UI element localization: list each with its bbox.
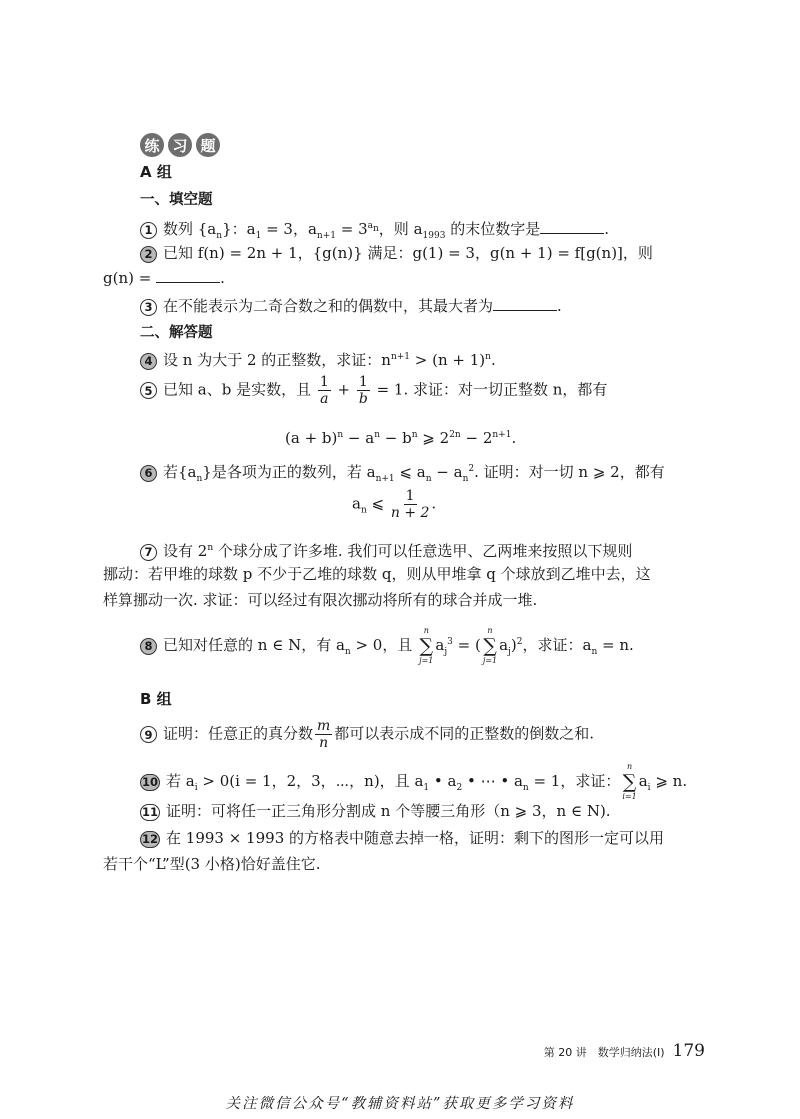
subscript: j xyxy=(444,647,448,657)
problem-7 xyxy=(140,537,632,562)
subscript: n xyxy=(425,474,432,484)
problem-text: 在 1993 × 1993 的方格表中随意去掉一格，证明：剩下的图形一定可以用 xyxy=(166,829,665,847)
problem-text: = 1，求证： xyxy=(528,772,621,790)
superscript: n xyxy=(411,430,418,440)
superscript xyxy=(367,221,379,234)
problem-text: = n. xyxy=(597,636,634,654)
problem-text: ⩾ n. xyxy=(650,772,688,790)
problem-8 xyxy=(140,626,634,666)
problem-number: 4 xyxy=(140,353,157,370)
subscript: n xyxy=(196,474,203,484)
answer-blank[interactable] xyxy=(156,268,220,283)
watermark: 关注微信公众号“教辅资料站”获取更多学习资料 xyxy=(225,1096,575,1112)
fill-in-section-title: 一、填空题 xyxy=(140,192,213,208)
problem-12-line-2: 若干个“L”型(3 小格)恰好盖住它. xyxy=(103,855,321,873)
fraction xyxy=(318,374,331,407)
problem-text: 数列 {a xyxy=(163,220,217,238)
problem-text: . 证明：对一切 n ⩾ 2，都有 xyxy=(474,463,665,481)
superscript: 3 xyxy=(447,637,453,647)
problem-6 xyxy=(140,458,665,490)
problem-6-equation xyxy=(352,488,436,522)
equation-text: . xyxy=(511,429,517,447)
page-footer xyxy=(544,1041,705,1061)
problem-text: + xyxy=(332,380,355,399)
group-b-label: B 组 xyxy=(140,690,172,708)
problem-text: ，则 a xyxy=(378,220,423,238)
problem-text: ，求证：a xyxy=(522,636,592,654)
subscript: n xyxy=(344,647,351,657)
problem-text: 已知 f(n) = 2n + 1，{g(n)} 满足：g(1) = 3，g(n + 1) = f[g(n)]，则 xyxy=(163,244,653,262)
problem-text: 个球分成了许多堆. 我们可以任意选甲、乙两堆来按照以下规则 xyxy=(213,542,633,560)
problem-text: 在不能表示为二奇合数之和的偶数中，其最大者为 xyxy=(163,297,494,315)
problem-text: 证明：任意正的真分数 xyxy=(163,724,314,743)
problem-text: 设有 2 xyxy=(163,542,208,560)
sigma-symbol: ∑ xyxy=(622,771,637,793)
problem-5 xyxy=(140,374,607,407)
problem-text: > 0，且 xyxy=(350,636,418,654)
problem-text: . xyxy=(604,220,609,238)
superscript: n xyxy=(337,430,344,440)
subscript: 2 xyxy=(456,783,463,793)
subscript: n+1 xyxy=(375,474,395,484)
section-title-char: 习 xyxy=(168,133,192,157)
problem-number: 12 xyxy=(142,832,159,846)
problem-4 xyxy=(140,346,496,371)
problem-text: 若 a xyxy=(166,772,195,790)
equation-text: − a xyxy=(343,429,375,447)
problem-number: 11 xyxy=(142,805,159,819)
subscript: 1993 xyxy=(422,231,446,241)
superscript: n+1 xyxy=(390,352,411,362)
sum-lower-limit: j=1 xyxy=(482,656,498,665)
problem-text: 已知对任意的 n ∈ N，有 a xyxy=(163,636,345,654)
problem-text: 证明：可将任一正三角形分割成 n 个等腰三角形（n ⩾ 3，n ∈ N). xyxy=(166,802,611,820)
subscript: n xyxy=(360,505,367,516)
fraction xyxy=(315,718,332,751)
problem-text: 都可以表示成不同的正整数的倒数之和. xyxy=(334,724,595,743)
proof-section-title: 二、解答题 xyxy=(140,325,213,341)
sum-upper-limit: n xyxy=(487,626,493,635)
subscript: i xyxy=(647,783,651,793)
problem-text: a xyxy=(499,636,509,654)
problem-text: }：a xyxy=(222,220,256,238)
problem-text: • ⋯ • a xyxy=(462,772,523,790)
subscript: n xyxy=(462,474,469,484)
subscript: n xyxy=(591,647,598,657)
problem-text: = ( xyxy=(452,636,481,654)
problem-number: 5 xyxy=(140,382,157,399)
equation-text: (a + b) xyxy=(285,429,338,447)
problem-number: 1 xyxy=(140,222,157,239)
superscript: 2 xyxy=(468,464,475,474)
superscript: n xyxy=(207,543,214,553)
problem-number: 7 xyxy=(140,544,157,561)
problem-text: 已知 a、b 是实数，且 xyxy=(163,380,316,399)
fraction-denominator: n + 2 xyxy=(390,505,430,521)
equation-text: . xyxy=(431,494,437,513)
problem-text: 的末位数字是 xyxy=(445,220,541,238)
problem-text: }是各项为正的数列，若 a xyxy=(202,463,376,481)
problem-number: 9 xyxy=(140,726,157,743)
sum-upper-limit: n xyxy=(423,626,429,635)
problem-5-equation xyxy=(285,424,516,449)
superscript: n xyxy=(485,352,491,362)
subscript: 1 xyxy=(423,783,430,793)
subscript: n xyxy=(216,231,223,241)
problem-text: > (n + 1) xyxy=(410,351,486,369)
problem-10 xyxy=(140,762,687,803)
problem-text: • a xyxy=(429,772,457,790)
problem-11 xyxy=(140,800,611,822)
equation-text: − 2 xyxy=(460,429,493,447)
answer-blank[interactable] xyxy=(493,296,557,311)
subscript: n xyxy=(522,783,529,793)
fraction-denominator: n xyxy=(319,735,329,751)
problem-text: 设 n 为大于 2 的正整数，求证：n xyxy=(163,351,391,369)
problem-text: 若{a xyxy=(163,463,197,481)
fraction-numerator: 1 xyxy=(319,374,329,390)
problem-text: ) xyxy=(510,636,517,654)
problem-7-line-3: 样算挪动一次. 求证：可以经过有限次挪动将所有的球合并成一堆. xyxy=(103,591,538,609)
subscript: 1 xyxy=(255,231,262,241)
problem-9 xyxy=(140,718,594,751)
fraction-denominator: a xyxy=(320,391,329,407)
problem-12 xyxy=(140,827,664,849)
problem-text: . xyxy=(490,351,496,369)
problem-number: 3 xyxy=(140,299,157,316)
problem-text: g(n) = xyxy=(103,269,157,287)
problem-number: 8 xyxy=(140,638,157,655)
problem-text: a xyxy=(638,772,648,790)
section-title xyxy=(140,133,220,157)
group-a-label: A 组 xyxy=(140,163,172,181)
summation xyxy=(622,762,636,802)
fraction xyxy=(357,374,370,407)
sum-lower-limit: i=1 xyxy=(622,792,637,801)
sigma-symbol: ∑ xyxy=(419,635,434,657)
fraction-numerator: 1 xyxy=(405,488,415,504)
equation-text: a xyxy=(352,494,361,513)
superscript: 2 xyxy=(516,637,523,647)
problem-number: 2 xyxy=(140,246,157,263)
section-title-char: 题 xyxy=(196,133,220,157)
problem-text: = 1. 求证：对一切正整数 n，都有 xyxy=(371,380,608,399)
superscript: n xyxy=(374,430,381,440)
fraction-denominator: b xyxy=(358,391,368,407)
problem-text: a xyxy=(435,636,445,654)
problem-text: . xyxy=(220,269,225,287)
problem-2-line-2 xyxy=(103,267,225,289)
fraction-numerator: m xyxy=(317,718,331,734)
problem-7-line-2: 挪动：若甲堆的球数 p 不少于乙堆的球数 q，则从甲堆拿 q 个球放到乙堆中去，这 xyxy=(103,565,651,583)
subscript: n xyxy=(373,223,379,234)
section-title-char: 练 xyxy=(140,133,164,157)
problem-text: > 0(i = 1，2，3，⋯，n)，且 a xyxy=(197,772,424,790)
summation xyxy=(483,626,497,666)
superscript: n+1 xyxy=(492,430,512,440)
problem-number: 6 xyxy=(140,465,157,482)
problem-text: − a xyxy=(431,463,463,481)
subscript: i xyxy=(194,783,198,793)
sum-lower-limit: j=1 xyxy=(419,656,434,665)
problem-text: . xyxy=(557,297,562,315)
answer-blank[interactable] xyxy=(540,219,604,234)
equation-text: − b xyxy=(380,429,412,447)
problem-text: ⩽ a xyxy=(394,463,426,481)
equation-text: ⩾ 2 xyxy=(417,429,450,447)
equation-text: ⩽ xyxy=(366,494,389,513)
problem-number: 10 xyxy=(142,775,159,789)
fraction xyxy=(391,488,430,521)
superscript: 2n xyxy=(449,430,461,440)
chapter-label: 第 20 讲 数学归纳法(Ⅰ) xyxy=(543,1046,665,1059)
problem-3 xyxy=(140,295,562,317)
subscript: n+1 xyxy=(316,231,336,241)
subscript: j xyxy=(508,647,511,657)
problem-2 xyxy=(140,242,653,264)
superscript-text: a xyxy=(367,221,373,231)
summation xyxy=(419,626,433,666)
fraction-numerator: 1 xyxy=(358,374,368,390)
problem-text: = 3 xyxy=(335,220,368,238)
sum-upper-limit: n xyxy=(626,762,633,771)
problem-text: = 3，a xyxy=(261,220,317,238)
page-number: 179 xyxy=(672,1041,705,1061)
sigma-symbol: ∑ xyxy=(483,635,497,657)
